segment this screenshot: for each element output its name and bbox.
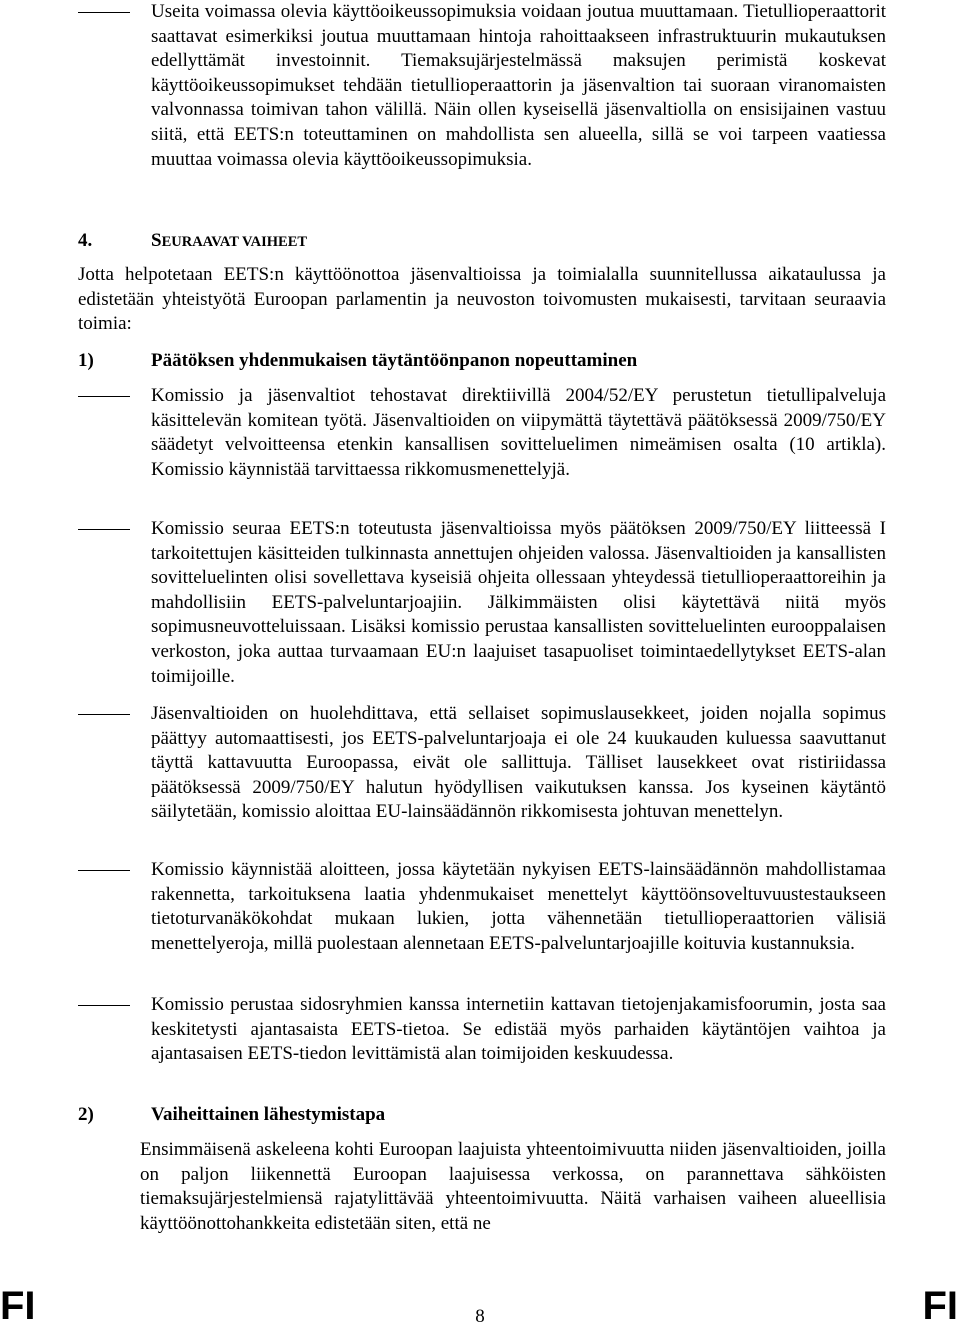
bullet-item	[78, 702, 886, 825]
footer-language-right: FI	[922, 1284, 958, 1328]
subsection-heading-1	[78, 349, 886, 374]
bullet-text: Komissio käynnistää aloitteen, jossa käytetään nykyisen EETS-lainsäädännön mahdollistamaa rakennetta, tarkoituksena laatia yhdenmukaiset menettelyt käyttöönsoveltuvuustestaukseen tietoturvanäkökohdat mukaan lukien, jotta vähennetään tietullioperaattorien välisiä menettelyeroja, millä puolestaan alennetaan EETS-palveluntarjoajille koituvia kustannuksia.	[151, 859, 886, 954]
section-number: 4.	[78, 230, 93, 251]
bullet-item	[78, 993, 886, 1067]
page-number: 8	[475, 1306, 485, 1327]
subsection-title: Päätöksen yhdenmukaisen täytäntöönpanon nopeuttaminen	[151, 350, 638, 371]
subsection-number: 2)	[78, 1104, 94, 1125]
subsection-heading-2	[78, 1103, 886, 1128]
subsection-title: Vaiheittainen lähestymistapa	[151, 1104, 386, 1125]
bullet-text: Komissio seuraa EETS:n toteutusta jäsenvaltioissa myös päätöksen 2009/750/EY liitteessä I tarkoitettujen käsitteiden tulkinnasta annettujen ohjeiden valossa. Jäsenvaltioiden ja kansallisten sovitteluelinten olisi sovellettava kyseisiä ohjeita ollessaan yhteydessä tietullioperaattoreihin ja mahdollisiin EETS-palveluntarjoajiin. Jälkimmäisten olisi käytettävä niitä myös sopimusneuvotteluissaan. Lisäksi komissio perustaa kansallisten sovitteluelinten eurooppalaisen verkoston, joka auttaa turvaamaan EU:n laajuiset tasapuoliset toimintaedellytykset EETS-alan toimijoille.	[151, 518, 886, 687]
bullet-text: Komissio perustaa sidosryhmien kanssa internetiin kattavan tietojenjakamisfoorumin, josta saa keskitetysti ajantasaista EETS-tietoa. Se edistää myös parhaiden käytäntöjen vaihtoa ja ajantasaisen EETS-tiedon levittämistä alan toimijoiden keskuudessa.	[151, 994, 886, 1065]
section-intro: Jotta helpotetaan EETS:n käyttöönottoa jäsenvaltioissa ja toimialalla suunnitellussa aikataulussa ja edistetään yhteistyötä Euroopan parlamentin ja neuvoston toivomusten mukaisesti, tarvitaan seuraavia toimia:	[78, 264, 886, 335]
bullet-text: Jäsenvaltioiden on huolehdittava, että sellaiset sopimuslausekkeet, joiden nojalla sopimus päättyy automaattisesti, jos EETS-palveluntarjoaja ei ole 24 kuukauden kuluessa saavuttanut täyttä kattavuutta Euroopassa, eivät ole sallittuja. Tälliset lausekkeet ovat ristiriidassa päätöksessä 2009/750/EY halutun hyödyllisen vaikutuksen kanssa. Jos kyseinen käytäntö säilytetään, komissio aloittaa EU-lainsäädännön rikkomisesta johtuvan menettelyn.	[151, 703, 886, 823]
bullet-item	[78, 384, 886, 482]
section-heading	[78, 229, 886, 255]
bullet-item	[78, 517, 886, 689]
subsection-text: Ensimmäisenä askeleena kohti Euroopan laajuista yhteentoimivuutta niiden jäsenvaltioiden, joilla on paljon liikennettä Euroopan laajuisessa verkossa, on parannettava sähköisten tiemaksujärjestelmiensä rajatylittävää yhteentoimivuutta. Näitä varhaisen vaiheen alueellisia käyttöönottohankkeita edistetään siten, että ne	[140, 1139, 886, 1234]
subsection-number: 1)	[78, 350, 94, 371]
footer-language-left: FI	[0, 1284, 36, 1328]
bullet-text: Useita voimassa olevia käyttöoikeussopimuksia voidaan joutua muuttamaan. Tietullioperaattorit saattavat esimerkiksi joutua muuttamaan hintoja rahoittaakseen infrastruktuurin mukautuksen edellyttämät investoinnit. Tiemaksujärjestelmässä maksujen perimistä koskevat käyttöoikeussopimukset tehdään tietullioperaattorin ja jäsenvaltion tai suoraan viranomaisten valvonnassa toimivan tahon välillä. Näin ollen kyseisellä jäsenvaltiolla on ensisijainen vastuu siitä, että EETS:n toteuttaminen on mahdollista sen alueella, sillä se voi tarpeen vaatiessa muuttaa voimassa olevia käyttöoikeussopimuksia.	[151, 1, 886, 170]
bullet-item	[78, 0, 886, 172]
bullet-text: Komissio ja jäsenvaltiot tehostavat direktiivillä 2004/52/EY perustetun tietullipalveluja käsittelevän komitean työtä. Jäsenvaltioiden on viipymättä täytettävä päätöksessä 2009/750/EY säädetyt velvoitteensa etenkin kansallisen sovitteluelimen nimeämisen osalta (10 artikla). Komissio käynnistää tarvittaessa rikkomusmenettelyjä.	[151, 385, 886, 480]
section-title: SEURAAVAT VAIHEET	[151, 230, 308, 251]
bullet-item	[78, 858, 886, 956]
